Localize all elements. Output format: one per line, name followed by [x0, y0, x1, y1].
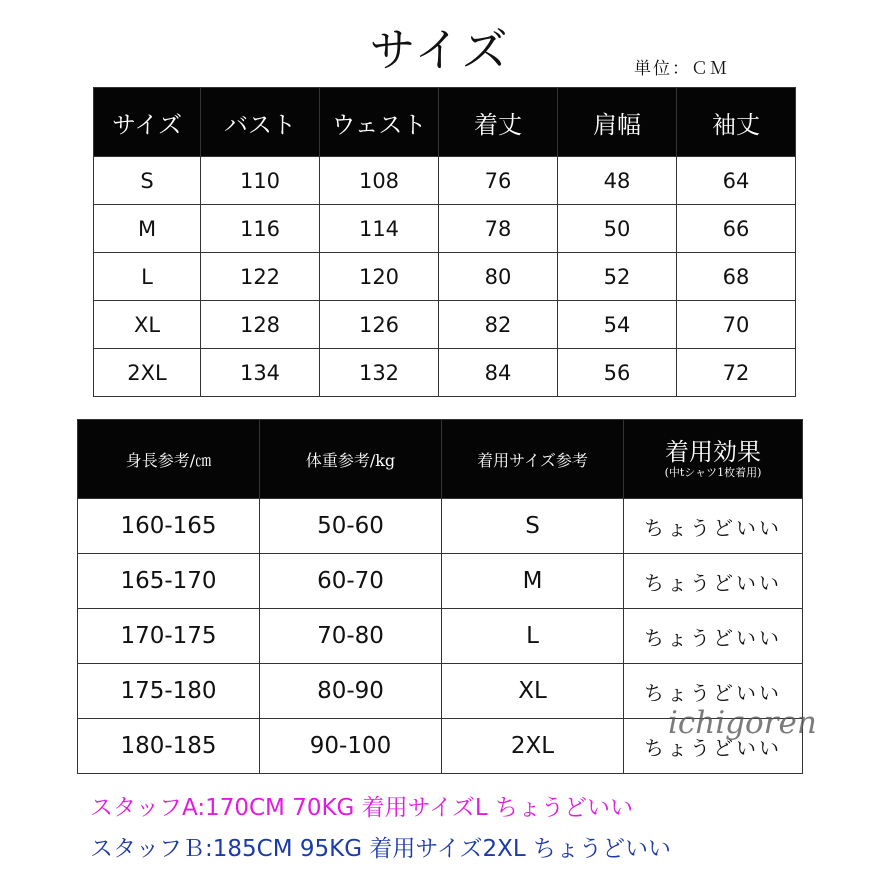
bust-cell: 110	[201, 157, 320, 205]
header-length: 着丈	[439, 88, 558, 157]
length-cell: 82	[439, 301, 558, 349]
height-cell: 175-180	[78, 664, 260, 719]
effect-cell: ちょうどいい	[624, 609, 803, 664]
header-waist: ウェスト	[320, 88, 439, 157]
page-title: サイズ	[369, 23, 510, 77]
waist-cell: 132	[320, 349, 439, 397]
table-row	[94, 349, 796, 397]
weight-cell: 60-70	[260, 554, 442, 609]
table-row	[94, 205, 796, 253]
sleeve-cell: 72	[677, 349, 796, 397]
bust-cell: 122	[201, 253, 320, 301]
header-height: 身長参考/㎝	[78, 420, 260, 499]
length-cell: 78	[439, 205, 558, 253]
header-effect	[624, 420, 803, 499]
weight-cell: 50-60	[260, 499, 442, 554]
size-cell: XL	[94, 301, 201, 349]
waist-cell: 108	[320, 157, 439, 205]
sleeve-cell: 70	[677, 301, 796, 349]
staff-b-note: スタッフＢ:185CM 95KG 着用サイズ2XL ちょうどいい	[90, 836, 672, 862]
watermark-text: ichigoren	[668, 705, 817, 741]
bust-cell: 134	[201, 349, 320, 397]
effect-title: 着用効果	[665, 438, 761, 466]
table-row	[78, 609, 803, 664]
weight-cell: 90-100	[260, 719, 442, 774]
wear-size-cell: L	[442, 609, 624, 664]
wear-size-cell: M	[442, 554, 624, 609]
sleeve-cell: 66	[677, 205, 796, 253]
sleeve-cell: 68	[677, 253, 796, 301]
shoulder-cell: 50	[558, 205, 677, 253]
sleeve-cell: 64	[677, 157, 796, 205]
header-wear-size: 着用サイズ参考	[442, 420, 624, 499]
waist-cell: 114	[320, 205, 439, 253]
effect-subtitle: (中tシャツ1枚着用)	[664, 466, 762, 479]
size-cell: S	[94, 157, 201, 205]
waist-cell: 126	[320, 301, 439, 349]
reference-table-header-row	[78, 420, 803, 499]
table-row	[94, 301, 796, 349]
size-table	[93, 87, 796, 397]
effect-cell: ちょうどいい	[624, 554, 803, 609]
effect-cell: ちょうどいい	[624, 719, 803, 774]
height-cell: 165-170	[78, 554, 260, 609]
table-row	[94, 253, 796, 301]
bust-cell: 116	[201, 205, 320, 253]
height-cell: 180-185	[78, 719, 260, 774]
header-sleeve: 袖丈	[677, 88, 796, 157]
effect-cell: ちょうどいい	[624, 499, 803, 554]
size-cell: 2XL	[94, 349, 201, 397]
size-cell: L	[94, 253, 201, 301]
waist-cell: 120	[320, 253, 439, 301]
shoulder-cell: 56	[558, 349, 677, 397]
shoulder-cell: 54	[558, 301, 677, 349]
header-size: サイズ	[94, 88, 201, 157]
height-cell: 160-165	[78, 499, 260, 554]
table-row	[94, 157, 796, 205]
unit-label: 単位：ＣＭ	[634, 59, 729, 79]
table-row	[78, 554, 803, 609]
shoulder-cell: 48	[558, 157, 677, 205]
effect-cell: ちょうどいい	[624, 664, 803, 719]
wear-size-cell: S	[442, 499, 624, 554]
header-bust: バスト	[201, 88, 320, 157]
header-weight: 体重参考/kg	[260, 420, 442, 499]
size-cell: M	[94, 205, 201, 253]
shoulder-cell: 52	[558, 253, 677, 301]
length-cell: 84	[439, 349, 558, 397]
table-row	[78, 499, 803, 554]
weight-cell: 70-80	[260, 609, 442, 664]
header-shoulder: 肩幅	[558, 88, 677, 157]
length-cell: 76	[439, 157, 558, 205]
wear-size-cell: XL	[442, 664, 624, 719]
staff-a-note: スタッフA:170CM 70KG 着用サイズL ちょうどいい	[90, 795, 633, 821]
size-table-header-row	[94, 88, 796, 157]
height-cell: 170-175	[78, 609, 260, 664]
wear-size-cell: 2XL	[442, 719, 624, 774]
weight-cell: 80-90	[260, 664, 442, 719]
length-cell: 80	[439, 253, 558, 301]
bust-cell: 128	[201, 301, 320, 349]
